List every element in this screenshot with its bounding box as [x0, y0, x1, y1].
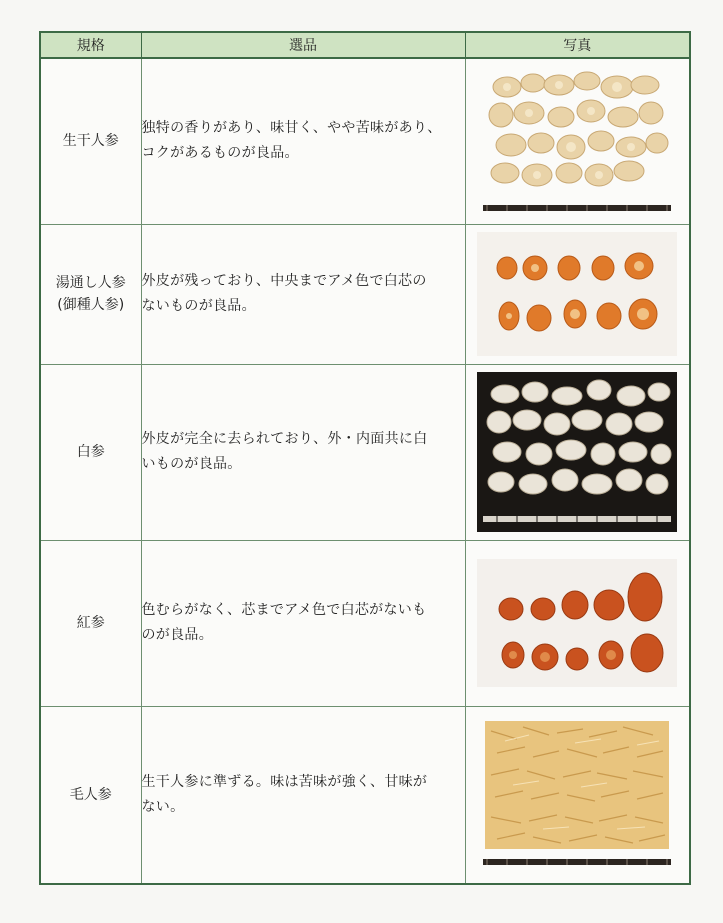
spec-label: 白参 — [76, 444, 105, 460]
table-row — [40, 58, 690, 224]
spec-cell — [40, 540, 141, 706]
table-row — [40, 224, 690, 364]
description-line: 独特の香りがあり、味甘く、やや苦味があり、 — [141, 120, 442, 137]
header-selection: 選品 — [141, 32, 465, 58]
spec-cell — [40, 224, 141, 364]
description-cell — [141, 224, 465, 364]
spec-cell — [40, 364, 141, 540]
description-line: 外皮が残っており、中央までアメ色で白芯の — [141, 273, 427, 289]
description-line: 色むらがなく、芯までアメ色で白芯がないも — [141, 602, 427, 618]
header-photo: 写真 — [465, 32, 690, 58]
spec-label-alt: (御種人参) — [57, 297, 125, 313]
spec-label: 生干人参 — [62, 133, 119, 150]
photo-cell — [465, 706, 690, 884]
photo-cell — [465, 540, 690, 706]
description-line: のが良品。 — [141, 627, 213, 643]
description-cell — [141, 706, 465, 884]
description-line: 外皮が完全に去られており、外・内面共に白 — [141, 431, 428, 447]
table-row — [40, 706, 690, 884]
description-cell — [141, 540, 465, 706]
white-ginseng-photo — [477, 372, 677, 532]
dried-ginseng-photo — [477, 65, 677, 217]
header-spec: 規格 — [40, 32, 141, 58]
table-row — [40, 540, 690, 706]
photo-cell — [465, 364, 690, 540]
photo-cell — [465, 58, 690, 224]
description-cell — [141, 58, 465, 224]
header-row — [40, 32, 690, 58]
spec-label: 毛人参 — [69, 786, 112, 803]
spec-label: 湯通し人参 — [55, 275, 126, 291]
fine-roots-photo — [477, 717, 677, 873]
table-row — [40, 364, 690, 540]
red-ginseng-photo — [477, 559, 677, 687]
photo-cell — [465, 224, 690, 364]
spec-cell — [40, 706, 141, 884]
parboiled-ginseng-photo — [477, 232, 677, 356]
description-line: ないものが良品。 — [141, 298, 256, 314]
spec-label: 紅参 — [76, 615, 105, 631]
spec-cell — [40, 58, 141, 224]
description-line: コクがあるものが良品。 — [141, 145, 299, 162]
description-line: いものが良品。 — [141, 456, 242, 472]
description-cell — [141, 364, 465, 540]
ginseng-spec-table — [39, 31, 691, 885]
description-line: 生干人参に準ずる。味は苦味が強く、甘味が — [141, 773, 428, 790]
description-line: ない。 — [141, 798, 185, 815]
